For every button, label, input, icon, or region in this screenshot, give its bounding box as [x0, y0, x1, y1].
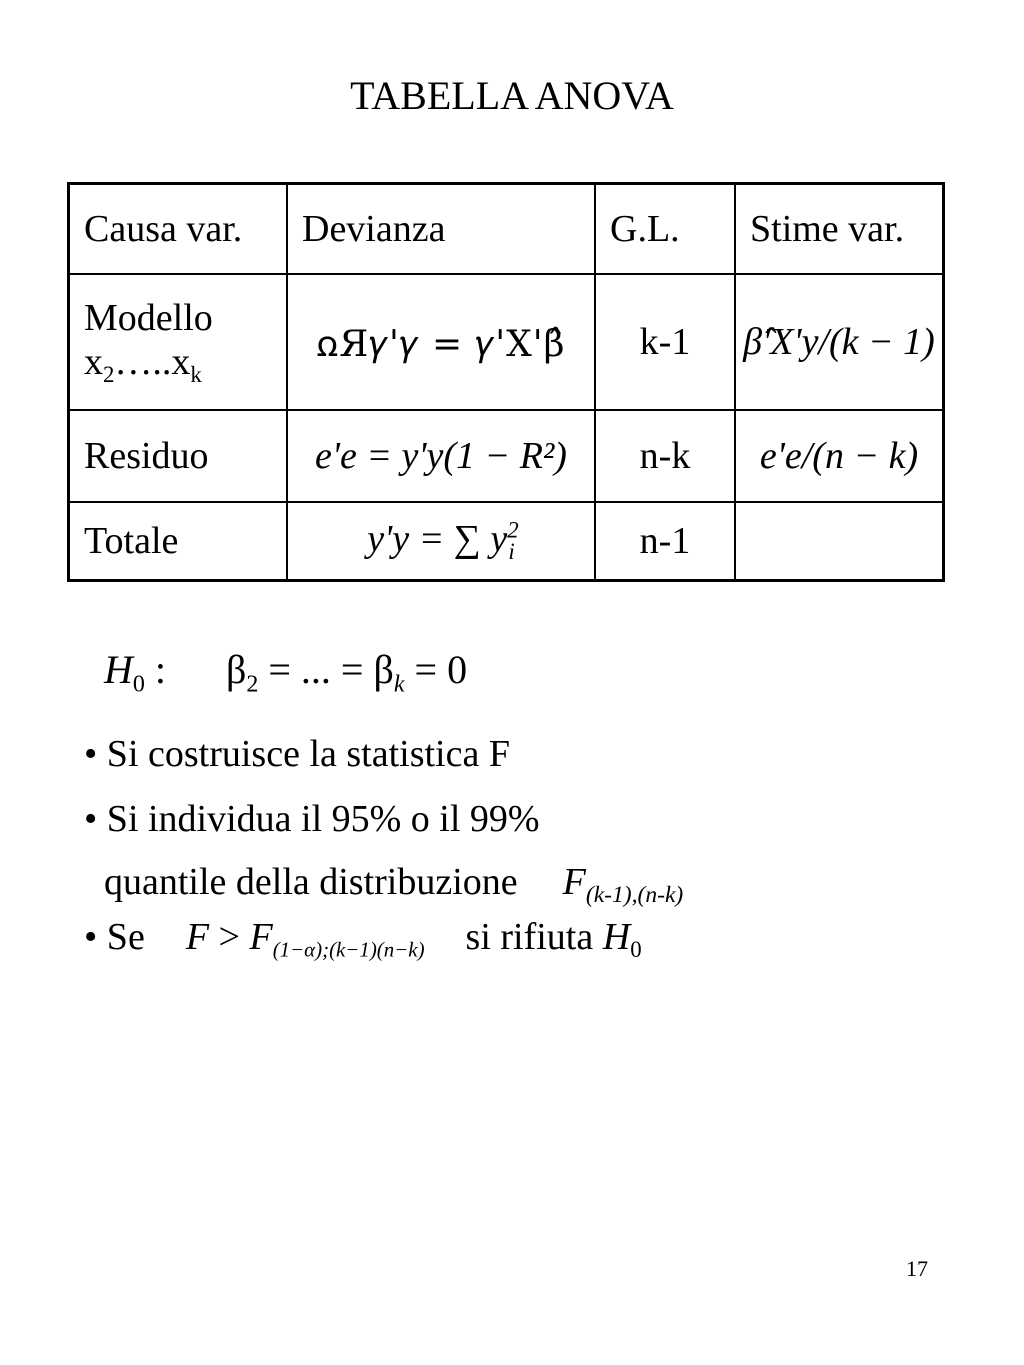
cell-cause-residuo: Residuo	[69, 410, 288, 502]
null-hypothesis: $H_0$ : $\beta_2$ = ... = $\beta_k = 0$	[104, 647, 468, 698]
header-stime: Stime var.	[735, 184, 944, 275]
variance-formula: β̂'X'y/(k − 1)	[743, 321, 935, 363]
variance-formula: e'e/(n − k)	[759, 435, 919, 477]
table-row	[69, 410, 944, 502]
cell-variance-residuo	[735, 410, 944, 502]
cell-deviance-modello	[287, 274, 595, 410]
bullet-individua: • Si individua il 95% o il 99%	[84, 798, 540, 840]
cause-line2: $x_2\dots..x_k$	[84, 341, 202, 387]
cell-deviance-totale	[287, 502, 595, 581]
cell-variance-modello	[735, 274, 944, 410]
bullet-se: • Se $F > F_{(1-\alpha);(k-1)(n-k)}$ si rifiuta $H_0$	[84, 916, 642, 962]
header-causa: Causa var.	[69, 184, 288, 275]
deviance-formula: y'y = ∑ $y^2_i$	[367, 517, 519, 564]
table-row	[69, 274, 944, 410]
deviance-formula: e'e = y'y(1 − R²)	[315, 435, 567, 477]
cell-cause-totale: Totale	[69, 502, 288, 581]
bullet-costruisce: • Si costruisce la statistica F	[84, 733, 510, 775]
anova-table	[67, 182, 945, 582]
cell-cause-modello	[69, 274, 288, 410]
table-row	[69, 502, 944, 581]
page-title: TABELLA ANOVA	[350, 73, 674, 118]
cell-deviance-residuo	[287, 410, 595, 502]
deviance-formula: ꭥЯ𝛾'𝛾 = 𝛾'X'β̂	[316, 323, 566, 365]
page-number: 17	[906, 1256, 928, 1281]
bullet-individua-continued: quantile della distribuzione $F_{(k-1),(n-k)}$	[104, 861, 684, 909]
header-gl: G.L.	[595, 184, 735, 275]
header-devianza: Devianza	[287, 184, 595, 275]
cause-line1: Modello	[84, 297, 213, 340]
cell-df-modello: k-1	[595, 274, 735, 410]
table-header-row	[69, 184, 944, 275]
cell-variance-totale	[735, 502, 944, 581]
cell-df-totale: n-1	[595, 502, 735, 581]
cell-df-residuo: n-k	[595, 410, 735, 502]
